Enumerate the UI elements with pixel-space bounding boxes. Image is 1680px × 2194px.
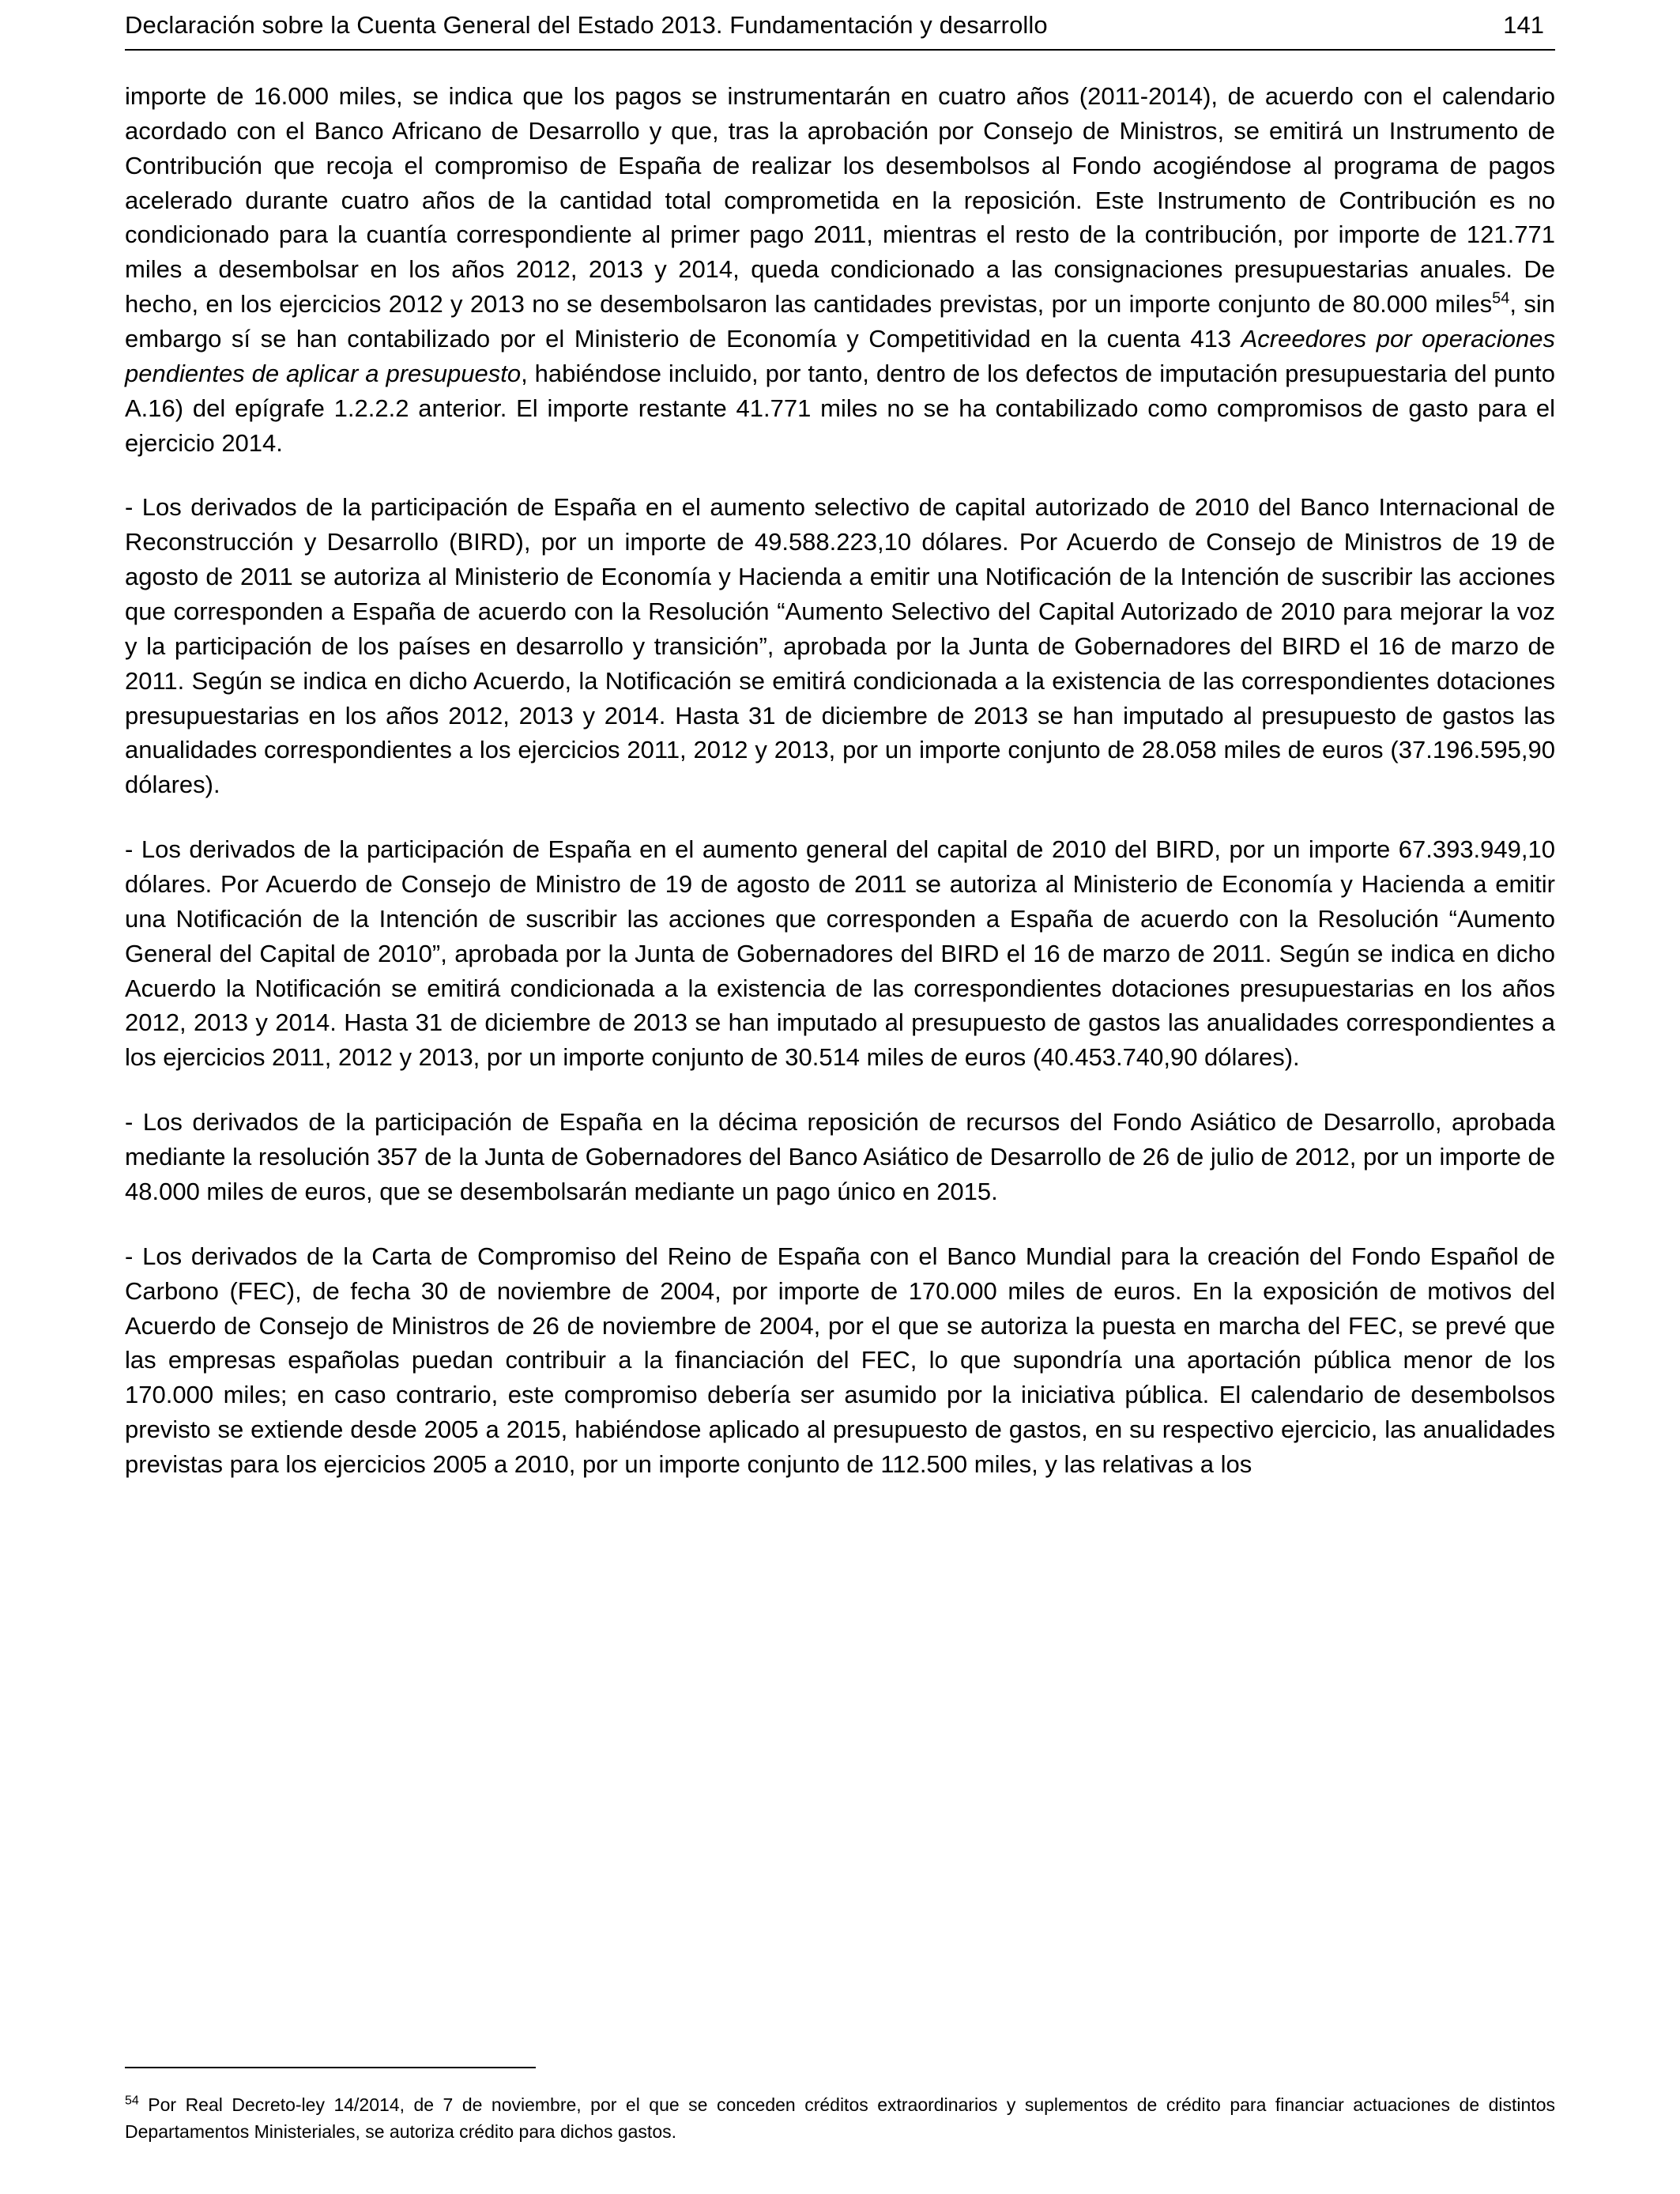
paragraph-intro-text-3: , habiéndose incluido, por tanto, dentro de los defectos de imputación presupuestaria del punto A.16) del epígrafe 1.2.2.2 anterior. El importe restante 41.771 miles no se ha contabilizado como compromisos de gasto para el ejercicio 2014. xyxy=(125,359,1555,457)
paragraph-intro-italic: Acreedores por operaciones pendientes de aplicar a presupuesto xyxy=(125,325,1555,387)
paragraph-spanish-carbon-fund: - Los derivados de la Carta de Compromiso del Reino de España con el Banco Mundial para la creación del Fondo Español de Carbono (FEC), de fecha 30 de noviembre de 2004, por importe de 170.000 miles de euros. En la exposición de motivos del Acuerdo de Consejo de Ministros de 26 de noviembre de 2004, por el que se autoriza la puesta en marcha del FEC, se prevé que las empresas españolas puedan contribuir a la financiación del FEC, lo que supondría una aportación pública menor de los 170.000 miles; en caso contrario, este compromiso debería ser asumido por la iniciativa pública. El calendario de desembolsos previsto se extiende desde 2005 a 2015, habiéndose aplicado al presupuesto de gastos, en su respectivo ejercicio, las anualidades previstas para los ejercicios 2005 a 2010, por un importe conjunto de 112.500 miles, y las relativas a los xyxy=(125,1242,1555,1478)
page-header xyxy=(125,0,1555,51)
footnote-body: Por Real Decreto-ley 14/2014, de 7 de noviembre, por el que se conceden créditos extraordinarios y suplementos de crédito para financiar actuaciones de distintos Departamentos Ministeriales, se autoriza crédito para dichos gastos. xyxy=(125,2094,1555,2142)
paragraph-bird-general-capital: - Los derivados de la participación de España en el aumento general del capital de 2010 del BIRD, por un importe 67.393.949,10 dólares. Por Acuerdo de Consejo de Ministro de 19 de agosto de 2011 se autoriza al Ministerio de Economía y Hacienda a emitir una Notificación de la Intención de suscribir las acciones que corresponden a España de acuerdo con la Resolución “Aumento General del Capital de 2010”, aprobada por la Junta de Gobernadores del BIRD el 16 de marzo de 2011. Según se indica en dicho Acuerdo la Notificación se emitirá condicionada a la existencia de las correspondientes dotaciones presupuestarias en los años 2012, 2013 y 2014. Hasta 31 de diciembre de 2013 se han imputado al presupuesto de gastos las anualidades correspondientes a los ejercicios 2011, 2012 y 2013, por un importe conjunto de 30.514 miles de euros (40.453.740,90 dólares). xyxy=(125,835,1555,1072)
header-page-number: 141 xyxy=(1503,11,1544,39)
paragraph-intro-text-1: importe de 16.000 miles, se indica que los pagos se instrumentarán en cuatro años (2011-2014), de acuerdo con el calendario acordado con el Banco Africano de Desarrollo y que, tras la aprobación por Consejo de Ministros, se emitirá un Instrumento de Contribución que recoja el compromiso de España de realizar los desembolsos al Fondo acogiéndose al programa de pagos acelerado durante cuatro años de la cantidad total comprometida en la reposición. Este Instrumento de Contribución es no condicionado para la cuantía correspondiente al primer pago 2011, mientras el resto de la contribución, por importe de 121.771 miles a desembolsar en los años 2012, 2013 y 2014, queda condicionado a las consignaciones presupuestarias anuales. De hecho, en los ejercicios 2012 y 2013 no se desembolsaron las cantidades previstas, por un importe conjunto de 80.000 miles xyxy=(125,82,1555,319)
paragraph-asian-development-fund: - Los derivados de la participación de España en la décima reposición de recursos del Fondo Asiático de Desarrollo, aprobada mediante la resolución 357 de la Junta de Gobernadores del Banco Asiático de Desarrollo de 26 de julio de 2012, por un importe de 48.000 miles de euros, que se desembolsarán mediante un pago único en 2015. xyxy=(125,1108,1555,1205)
paragraph-bird-selective-capital: - Los derivados de la participación de España en el aumento selectivo de capital autorizado de 2010 del Banco Internacional de Reconstrucción y Desarrollo (BIRD), por un importe de 49.588.223,10 dólares. Por Acuerdo de Consejo de Ministros de 19 de agosto de 2011 se autoriza al Ministerio de Economía y Hacienda a emitir una Notificación de la Intención de suscribir las acciones que corresponden a España de acuerdo con la Resolución “Aumento Selectivo del Capital Autorizado de 2010 para mejorar la voz y la participación de los países en desarrollo y transición”, aprobada por la Junta de Gobernadores del BIRD el 16 de marzo de 2011. Según se indica en dicho Acuerdo, la Notificación se emitirá condicionada a la existencia de las correspondientes dotaciones presupuestarias en los años 2012, 2013 y 2014. Hasta 31 de diciembre de 2013 se han imputado al presupuesto de gastos las anualidades correspondientes a los ejercicios 2011, 2012 y 2013, por un importe conjunto de 28.058 miles de euros (37.196.595,90 dólares). xyxy=(125,493,1555,799)
footnote-entry xyxy=(125,2092,1555,2145)
footnote-area xyxy=(125,2067,1555,2145)
footnote-number: 54 xyxy=(125,2094,139,2108)
paragraph-intro xyxy=(125,79,1555,460)
footnote-reference: 54 xyxy=(1492,289,1510,307)
header-title: Declaración sobre la Cuenta General del Estado 2013. Fundamentación y desarrollo xyxy=(125,11,1048,39)
footnote-separator xyxy=(125,2067,536,2068)
paragraph-intro-text-2: , sin embargo sí se han contabilizado por el Ministerio de Economía y Competitividad en la cuenta 413 xyxy=(125,290,1556,353)
page-body xyxy=(125,51,1555,1482)
